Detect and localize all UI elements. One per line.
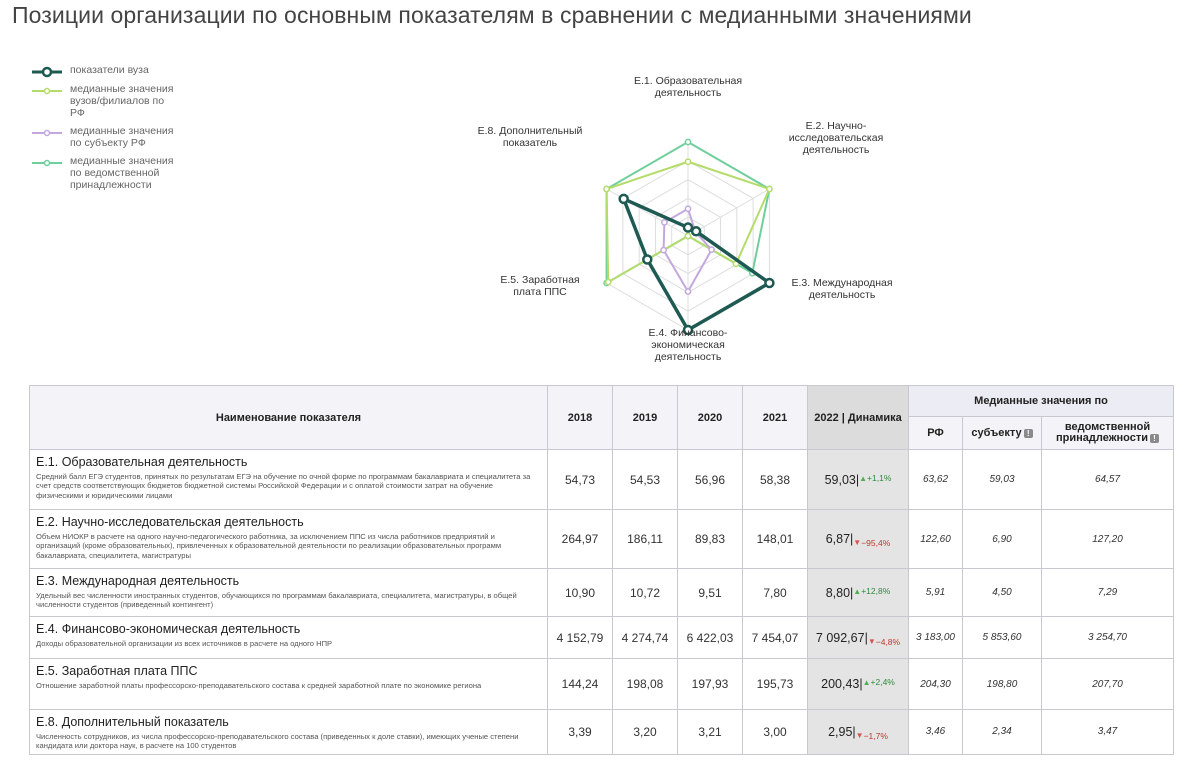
change-percent: −1,7% (863, 730, 888, 741)
median-rf-cell: 3 183,00 (909, 617, 963, 659)
indicator-description: Объем НИОКР в расчете на одного научно-педагогического работника, за исключением ППС из числа работников предприятий и организаций (кроме образовательных), привлеченных к образовательной деятельности по реализации образовательных программ бакалавриата, специалитета, магистратуры (36, 532, 502, 560)
table-row (30, 569, 1174, 617)
year-value-cell: 7 454,07 (743, 617, 808, 659)
dynamics-cell (808, 659, 909, 710)
header-year-2020: 2020 (678, 386, 743, 450)
header-median-rf: РФ (909, 417, 963, 450)
radar-point-rf (604, 186, 609, 191)
separator: | (850, 532, 854, 546)
header-median-group: Медианные значения по (909, 386, 1174, 417)
radar-spoke (607, 189, 688, 236)
separator: | (864, 630, 868, 645)
radar-point-subject (661, 248, 666, 253)
separator: | (855, 472, 860, 487)
indicator-title: Е.3. Международная деятельность (36, 574, 240, 588)
median-subject-cell: 2,34 (963, 710, 1042, 755)
year-value-cell: 4 152,79 (548, 617, 613, 659)
median-vedom-cell: 3,47 (1042, 710, 1174, 755)
radar-axis-label-line: деятельность (654, 87, 722, 99)
info-icon[interactable]: ! (1150, 434, 1159, 443)
indicator-cell (30, 710, 548, 755)
legend-label-rf-line3: РФ (70, 107, 85, 119)
indicator-cell (30, 569, 548, 617)
indicator-description: Численность сотрудников, из числа профессорско-преподавательского состава (приведенных к доле ставки), имеющих ученые степени кандидата или доктора наук, в расчете на 100 студентов (36, 732, 519, 751)
year-value-cell: 10,90 (548, 569, 613, 617)
radar-axis-label-line: исследовательская (788, 132, 884, 144)
change-percent: +2,4% (870, 677, 895, 687)
header-dynamics: 2022 | Динамика (808, 386, 909, 450)
radar-point-rf (767, 186, 772, 191)
median-subject-cell: 5 853,60 (963, 617, 1042, 659)
page-title: Позиции организации по основным показателям в сравнении с медианными значениями (12, 2, 972, 28)
year-value-cell: 3,39 (548, 710, 613, 755)
radar-axis-label-line: Е.5. Заработная (500, 274, 580, 286)
median-vedom-cell: 64,57 (1042, 450, 1174, 510)
header-median-vedom-label: ведомственной принадлежности (1056, 421, 1151, 444)
median-subject-cell: 4,50 (963, 569, 1042, 617)
indicator-description: Средний балл ЕГЭ студентов, принятых по результатам ЕГЭ на обучение по очной форме по программам бакалавриата и специалитета за счет средств соответствующих бюджетов бюджетной системы Российской Федерации и с оплатой стоимости затрат на обучение физическими и юридическими лицами (36, 472, 531, 500)
year-value-cell: 148,01 (743, 510, 808, 569)
header-year-2021: 2021 (743, 386, 808, 450)
median-rf-cell: 204,30 (909, 659, 963, 710)
radar-axis-label-line: Е.4. Финансово- (648, 327, 728, 339)
legend-label-vuz: показатели вуза (70, 64, 149, 76)
indicator-title: Е.2. Научно-исследовательская деятельность (36, 515, 304, 529)
year-value-cell: 197,93 (678, 659, 743, 710)
change-percent: −4,8% (875, 636, 901, 647)
radar-axis-label (634, 75, 742, 99)
year-value-cell: 198,08 (613, 659, 678, 710)
legend-label-vedom-line1: медианные значения (70, 155, 174, 167)
table-row (30, 450, 1174, 510)
triangle-up-icon: ▲ (862, 678, 871, 687)
change-percent: +1,1% (867, 472, 892, 483)
median-subject-cell: 59,03 (963, 450, 1042, 510)
radar-axis-label-line: плата ППС (513, 286, 567, 298)
triangle-down-icon: ▼ (867, 636, 876, 646)
radar-axis-label-line: Е.3. Международная (791, 277, 893, 289)
separator: | (850, 585, 854, 600)
indicator-cell (30, 450, 548, 510)
radar-axis-label (649, 327, 728, 363)
year-value-cell: 264,97 (548, 510, 613, 569)
radar-axis-label-line: Е.1. Образовательная (633, 75, 743, 87)
year-value-cell: 54,73 (548, 450, 613, 510)
year-value-cell: 89,83 (678, 510, 743, 569)
median-subject-cell: 198,80 (963, 659, 1042, 710)
median-rf-cell: 5,91 (909, 569, 963, 617)
dynamics-cell (808, 450, 909, 510)
header-year-2019: 2019 (613, 386, 678, 450)
table-row (30, 617, 1174, 659)
year-value-cell: 186,11 (613, 510, 678, 569)
info-icon[interactable]: ! (1024, 429, 1033, 438)
median-rf-cell: 63,62 (909, 450, 963, 510)
legend-label-vedom-line3: принадлежности (70, 179, 152, 191)
radar-point-vedom (685, 139, 690, 144)
radar-axis-label (500, 274, 579, 298)
radar-point-vuz (620, 195, 628, 203)
indicator-cell (30, 617, 548, 659)
dynamics-cell (808, 710, 909, 755)
table-row (30, 659, 1174, 710)
triangle-down-icon: ▼ (853, 538, 862, 547)
radar-axis-label (478, 125, 583, 149)
value-2022: 2,95 (828, 724, 853, 739)
radar-axis-label-line: Е.2. Научно- (805, 120, 867, 132)
indicator-cell (30, 659, 548, 710)
legend-label-rf-line1: медианные значения (70, 83, 174, 95)
indicators-table (29, 385, 1174, 755)
table-row (30, 710, 1174, 755)
year-value-cell: 144,24 (548, 659, 613, 710)
value-2022: 200,43 (821, 677, 860, 691)
dynamics-cell (808, 569, 909, 617)
header-median-subject-label: субъекту (971, 427, 1022, 439)
indicator-title: Е.1. Образовательная деятельность (36, 455, 248, 469)
radar-point-vuz (692, 227, 700, 235)
indicator-title: Е.5. Заработная плата ППС (36, 664, 198, 678)
radar-point-subject (685, 289, 690, 294)
header-median-vedom (1042, 417, 1174, 450)
change-percent: −95,4% (861, 538, 891, 548)
header-year-2018: 2018 (548, 386, 613, 450)
value-2022: 7 092,67 (815, 630, 865, 645)
radar-axis-label-line: Е.8. Дополнительный (477, 125, 583, 137)
indicator-description: Доходы образовательной организации из всех источников в расчете на одного НПР (36, 639, 333, 648)
median-subject-cell: 6,90 (963, 510, 1042, 569)
indicator-title: Е.4. Финансово-экономическая деятельность (36, 622, 301, 636)
header-median-subject (963, 417, 1042, 450)
year-value-cell: 3,00 (743, 710, 808, 755)
legend-label-rf-line2: вузов/филиалов по (70, 95, 165, 107)
legend-label-vedom-line2: по ведомственной (70, 167, 160, 179)
table-row (30, 510, 1174, 569)
radar-point-rf (685, 233, 690, 238)
value-2022: 6,87 (825, 532, 851, 546)
triangle-up-icon: ▲ (853, 586, 862, 596)
radar-point-vuz (765, 279, 773, 287)
value-2022: 59,03 (824, 472, 856, 487)
radar-axis-label-line: показатель (502, 137, 558, 149)
year-value-cell: 6 422,03 (678, 617, 743, 659)
radar-axis-label (791, 277, 892, 301)
median-rf-cell: 122,60 (909, 510, 963, 569)
radar-axis-label-line: деятельность (802, 144, 870, 156)
radar-axis-label-line: деятельность (808, 289, 876, 301)
year-value-cell: 4 274,74 (613, 617, 678, 659)
radar-point-rf (606, 279, 611, 284)
radar-axis-label-line: экономическая (651, 339, 725, 351)
change-percent: +12,8% (861, 585, 891, 596)
radar-axis-label (789, 120, 884, 156)
year-value-cell: 56,96 (678, 450, 743, 510)
radar-point-vuz (684, 224, 692, 232)
median-vedom-cell: 7,29 (1042, 569, 1174, 617)
radar-point-subject (709, 247, 714, 252)
indicator-title: Е.8. Дополнительный показатель (36, 715, 229, 729)
indicator-description: Отношение заработной платы профессорско-преподавательского состава к средней заработной плате по экономике региона (36, 681, 482, 690)
median-vedom-cell: 127,20 (1042, 510, 1174, 569)
year-value-cell: 195,73 (743, 659, 808, 710)
year-value-cell: 3,20 (613, 710, 678, 755)
legend-label-subject-line1: медианные значения (70, 125, 174, 137)
year-value-cell: 58,38 (743, 450, 808, 510)
dynamics-cell (808, 617, 909, 659)
radar-axis-label-line: деятельность (654, 351, 722, 363)
radar-point-vuz (643, 256, 651, 264)
triangle-up-icon: ▲ (859, 473, 868, 483)
legend-label-subject-line2: по субъекту РФ (70, 137, 146, 149)
median-rf-cell: 3,46 (909, 710, 963, 755)
indicator-cell (30, 510, 548, 569)
year-value-cell: 3,21 (678, 710, 743, 755)
separator: | (859, 677, 863, 691)
year-value-cell: 54,53 (613, 450, 678, 510)
indicator-description: Удельный вес численности иностранных студентов, обучающихся по программам бакалавриата, специалитета, магистратуры, в общей численности студентов (приведенный контингент) (36, 591, 517, 610)
radar-point-subject (685, 206, 690, 211)
triangle-down-icon: ▼ (855, 730, 864, 740)
radar-point-subject (662, 220, 667, 225)
year-value-cell: 10,72 (613, 569, 678, 617)
year-value-cell: 9,51 (678, 569, 743, 617)
median-vedom-cell: 207,70 (1042, 659, 1174, 710)
radar-point-rf (685, 159, 690, 164)
dynamics-cell (808, 510, 909, 569)
year-value-cell: 7,80 (743, 569, 808, 617)
median-vedom-cell: 3 254,70 (1042, 617, 1174, 659)
value-2022: 8,80 (825, 585, 851, 600)
header-name: Наименование показателя (30, 386, 548, 450)
separator: | (852, 724, 856, 739)
